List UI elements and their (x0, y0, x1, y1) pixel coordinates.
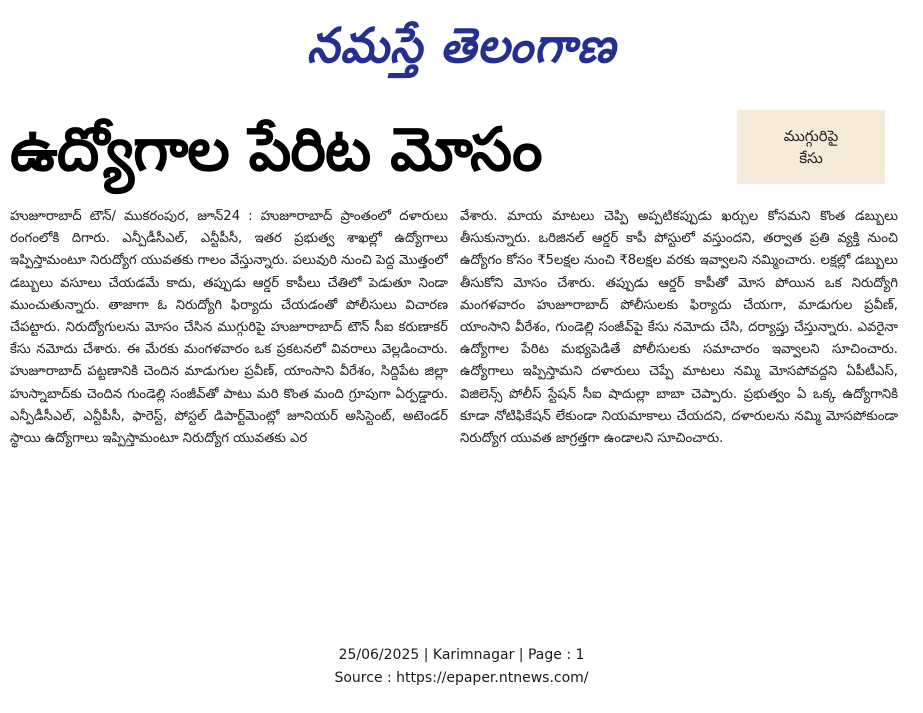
article-body-left: హుజూరాబాద్ టౌన్/ ముకరంపుర, జూన్24 : హుజూరాబాద్ ప్రాంతంలో దళారులు రంగంలోకి దిగారు. ఎన్పీడీసీఎల్, ఎన్టీపీసీ, ఇతర ప్రభుత్వ శాఖల్లో ఉద్యోగాలు ఇప్పిస్తామంటూ నిరుద్యోగ యువతకు గాలం వేస్తున్నారు. పలువురి నుంచి పెద్ద మొత్తంలో డబ్బులు వసూలు చేయడమే కాదు, తప్పుడు ఆర్డర్ కాపీలు చేతిలో పెడుతూ నిండా ముంచుతున్నారు. తాజాగా ఓ నిరుద్యోగి ఫిర్యాదు చేయడంతో పోలీసులు విచారణ చేపట్టారు. నిరుద్యోగులను మోసం చేసిన ముగ్గురిపై హుజూరాబాద్ టౌన్ సీఐ కరుణాకర్ కేసు నమోదు చేశారు. ఈ మేరకు మంగళవారం ఒక ప్రకటనలో వివరాలు వెల్లడించారు. హుజూరాబాద్ పట్టణానికి చెందిన మాడుగుల ప్రవీణ్, యాంసాని వీరేశం, సిద్దిపేట జిల్లా హుస్నాబాద్‌కు చెందిన గుండెల్లి సంజీవ్‌తో పాటు మరి కొంత మంది గ్రూపుగా ఏర్పడ్డారు. ఎన్పీడీసీఎల్, ఎన్టీపీసీ, ఫారెస్ట్, పోస్టల్ డిపార్ట్‌మెంట్లో జూనియర్ అసిస్టెంట్, అటెండర్ స్థాయి ఉద్యోగాలు ఇప్పిస్తామంటూ నిరుద్యోగ యువతకు ఎర (10, 209, 448, 447)
article-column-left (10, 206, 448, 626)
article-column-right (460, 206, 898, 626)
masthead (0, 4, 923, 86)
article-body-right: వేశారు. మాయ మాటలు చెప్పి అప్పటికప్పుడు ఖర్చుల కోసమని కొంత డబ్బులు తీసుకున్నారు. ఒరిజినల్ ఆర్డర్ కాపీ పోస్టులో వస్తుందని, తర్వాత ప్రతి వ్యక్తి నుంచి ఉద్యోగం కోసం ₹5లక్షల నుంచి ₹8లక్షల వరకు ఇవ్వాలని నమ్మించారు. లక్షల్లో డబ్బులు తీసుకోని మోసం చేశారు. తప్పుడు ఆర్డర్ కాపీతో మోస పోయిన ఒక నిరుద్యోగి మంగళవారం హుజూరాబాద్ పోలీసులకు ఫిర్యాదు చేయగా, మాడుగుల ప్రవీణ్, యాంసాని వీరేశం, గుండెల్లి సంజీవ్‌పై కేసు నమోదు చేసి, దర్యాప్తు చేస్తున్నారు. ఎవరైనా ఉద్యోగాల పేరిట మభ్యపెడితే పోలీసులకు సమాచారం ఇవ్వాలని సూచించారు. ఉద్యోగాలు ఇప్పిస్తామని దళారులు చెప్పే మాటలు నమ్మి మోసపోవద్దని ఏపీటీఎస్, విజిలెన్స్ పోలీస్ స్టేషన్ సీఐ షాదుల్లా బాబా చెప్పారు. ప్రభుత్వం ఏ ఒక్క ఉద్యోగానికి కూడా నోటిఫికేషన్ లేకుండా నియమాకాలు చేయదని, దళారులను నమ్మి మోసపోకుండా నిరుద్యోగ యువత జాగ్రత్తగా ఉండాలని సూచించారు. (460, 209, 898, 447)
page-footer (0, 644, 923, 690)
newspaper-logo-title: నమస్తే తెలంగాణ (306, 16, 617, 74)
kicker-box (737, 110, 885, 184)
footer-source: Source : https://epaper.ntnews.com/ (334, 670, 589, 686)
article-headline: ఉద్యోగాల పేరిట మోసం (10, 115, 542, 185)
kicker-line-1: ముగ్గురిపై (783, 127, 839, 145)
kicker-line-2: కేసు (799, 149, 823, 167)
footer-dateline: 25/06/2025 | Karimnagar | Page : 1 (338, 647, 585, 663)
